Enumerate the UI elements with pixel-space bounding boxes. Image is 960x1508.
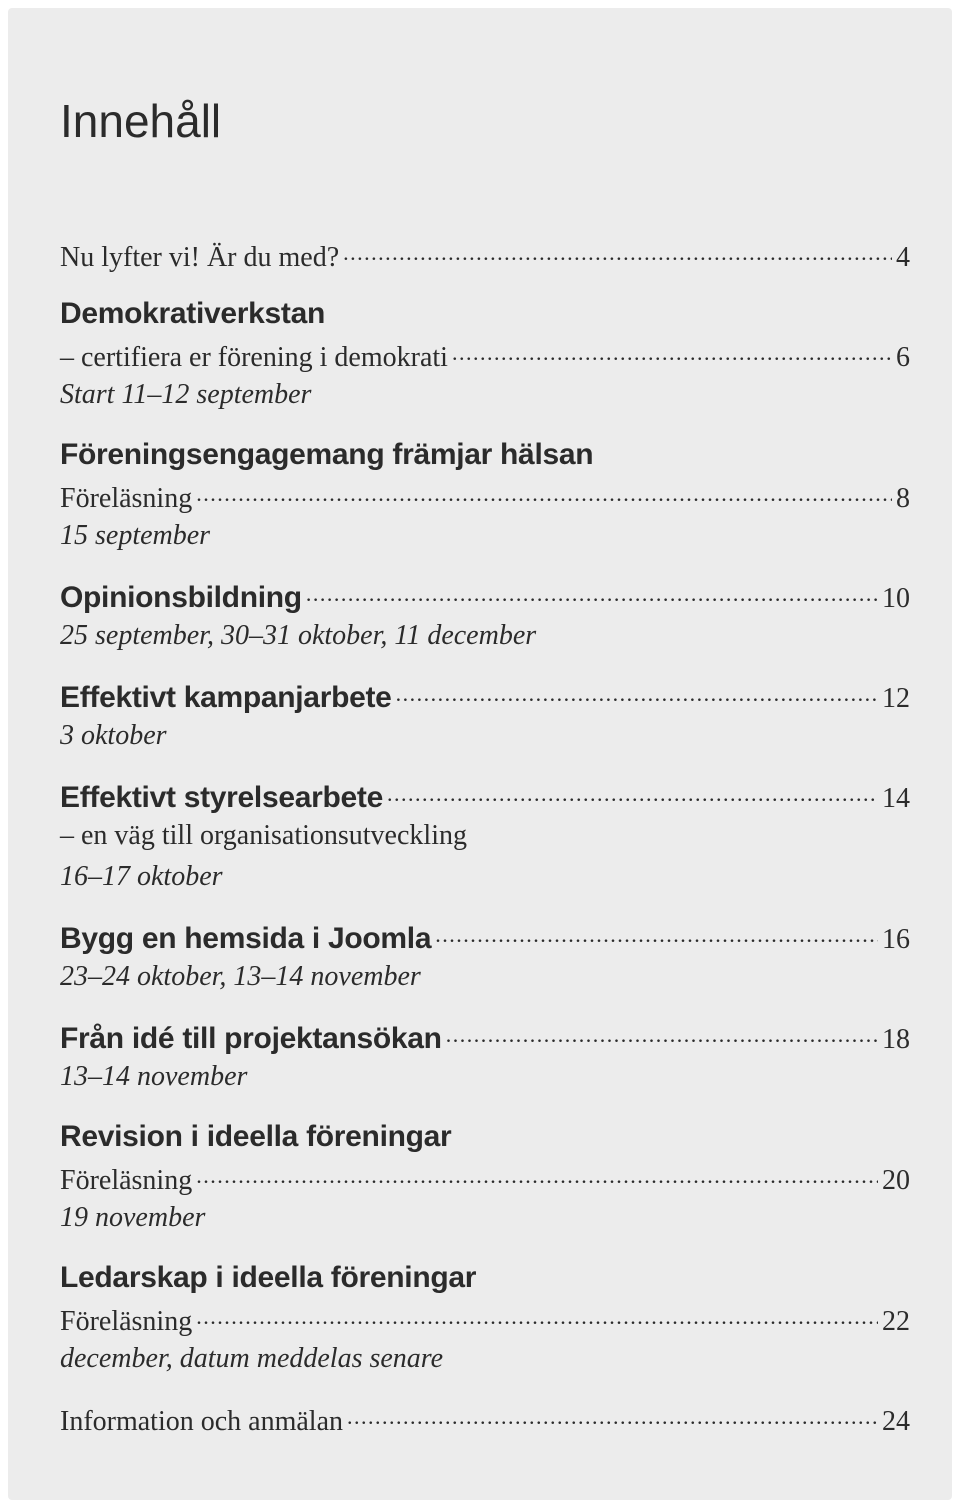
entry-title: Nu lyfter vi! Är du med? [60,242,340,273]
entry-heading: Ledarskap i ideella föreningar [60,1261,477,1294]
page-number: 6 [896,342,910,373]
page-number: 14 [882,783,910,814]
page-number: 22 [882,1306,910,1337]
entry-date: 19 november [60,1202,206,1233]
page-number: 8 [896,483,910,514]
page-number: 10 [882,583,910,614]
dot-leader [196,479,892,507]
dot-leader [452,338,892,366]
entry-date: 16–17 oktober [60,861,223,892]
toc-entry[interactable] [60,238,910,279]
entry-heading: Föreningsengagemang främjar hälsan [60,438,594,471]
entry-heading: Effektivt styrelsearbete [60,781,383,814]
entry-title: Information och anmälan [60,1406,344,1437]
page-number: 12 [882,683,910,714]
entry-heading: Effektivt kampanjarbete [60,681,392,714]
entry-heading: Demokrativerkstan [60,297,326,330]
entry-heading: Opinionsbildning [60,581,302,614]
dot-leader [387,779,878,807]
toc-page [8,8,952,1500]
entry-subtitle: – en väg till organisationsutveckling [60,820,467,851]
entry-date: 3 oktober [60,720,167,751]
toc-entry[interactable] [60,1020,910,1102]
toc-entry[interactable] [60,1261,910,1384]
entry-date: december, datum meddelas senare [60,1343,444,1374]
entry-title: Föreläsning [60,483,193,514]
entry-heading: Bygg en hemsida i Joomla [60,922,432,955]
table-of-contents [60,238,910,1443]
toc-entry[interactable] [60,579,910,661]
page-number: 20 [882,1165,910,1196]
dot-leader [347,1402,878,1430]
dot-leader [446,1020,878,1048]
entry-title: – certifiera er förening i demokrati [60,342,448,373]
page-title: Innehåll [60,95,222,147]
page-number: 24 [882,1406,910,1437]
toc-entry[interactable] [60,1402,910,1443]
dot-leader [196,1302,878,1330]
toc-entry[interactable] [60,297,910,420]
entry-date: 15 september [60,520,211,551]
entry-date: 23–24 oktober, 13–14 november [60,961,421,992]
dot-leader [343,238,892,266]
entry-heading: Revision i ideella föreningar [60,1120,452,1153]
entry-title: Föreläsning [60,1165,193,1196]
page-number: 16 [882,924,910,955]
toc-entry[interactable] [60,1120,910,1243]
dot-leader [196,1161,878,1189]
dot-leader [306,579,878,607]
toc-entry[interactable] [60,920,910,1002]
page-number: 18 [882,1024,910,1055]
entry-heading: Från idé till projektansökan [60,1022,442,1055]
toc-entry[interactable] [60,779,910,902]
page-number: 4 [896,242,910,273]
toc-entry[interactable] [60,438,910,561]
entry-title: Föreläsning [60,1306,193,1337]
dot-leader [435,920,878,948]
entry-date: Start 11–12 september [60,379,312,410]
toc-entry[interactable] [60,679,910,761]
entry-date: 25 september, 30–31 oktober, 11 december [60,620,537,651]
dot-leader [396,679,878,707]
entry-date: 13–14 november [60,1061,248,1092]
